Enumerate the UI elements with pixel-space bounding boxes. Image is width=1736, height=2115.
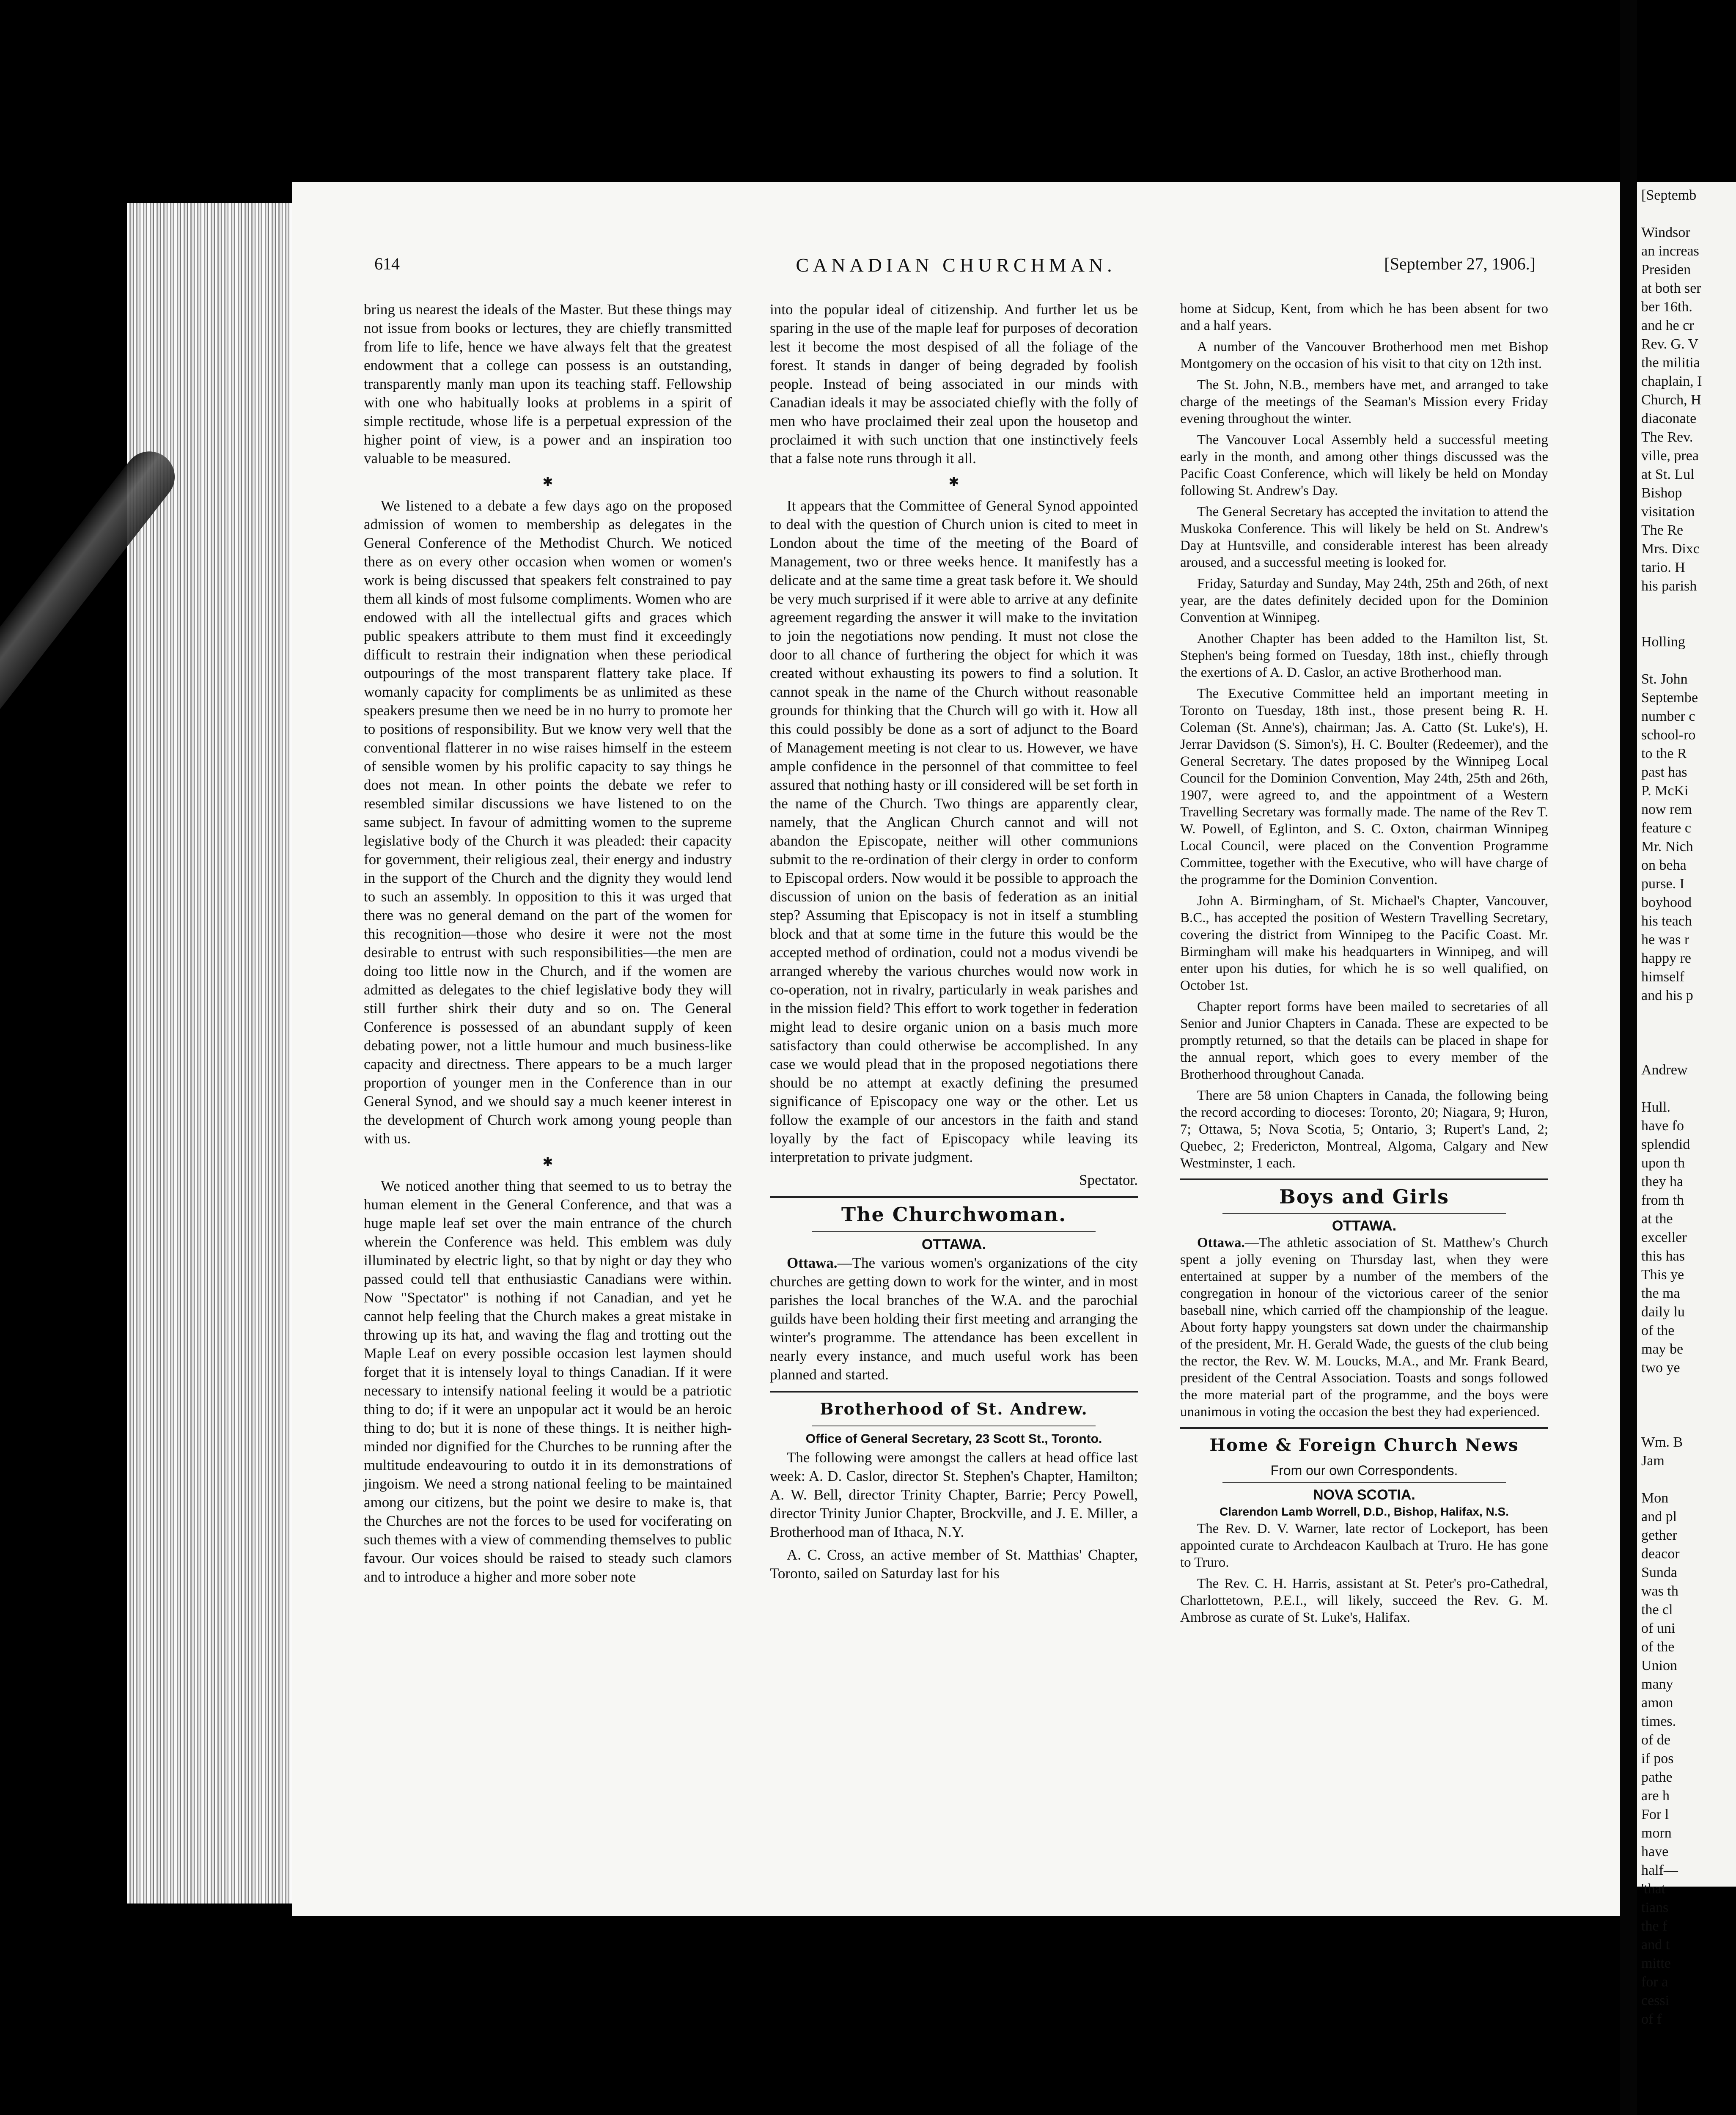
churchwoman-heading: The Churchwoman. [841,1203,1067,1226]
column-3 [1180,300,1548,1630]
paragraph: There are 58 union Chapters in Canada, the following being the record according to dioceses: Toronto, 20; Niagara, 9; Huron, 7; Ottawa, 5; Nova Scotia, 5; Ontario, 3; Rupert's Land, 2; Quebec, 2; Fredericton, Montreal, Algoma, Calgary and New Westminster, 1 each. [1180,1088,1548,1171]
rule [1222,1213,1506,1214]
paragraph: into the popular ideal of citizenship. And further let us be sparing in the use of the maple leaf for purposes of decoration lest it become the most despised of all the foliage of the forest. It stands in danger of being degraded by foolish people. Instead of being associated in our minds with Canadian ideals it may be associated chiefly with the folly of men who have proclaimed their zeal upon the housetop and proclaimed it with such unction that one instinctively feels that a false note runs through it all. [770,301,1138,467]
churchwoman-place: OTTAWA. [921,1236,986,1253]
paragraph: The St. John, N.B., members have met, and arranged to take charge of the meetings of the Seaman's Mission every Friday evening throughout the winter. [1180,377,1548,426]
section-ornament: ✱ [948,475,959,489]
page-gutter [1620,0,1637,2115]
paragraph: The Rev. D. V. Warner, late rector of Lockeport, has been appointed curate to Archdeacon Kaulbach at Truro. He has gone to Truro. [1180,1521,1548,1570]
paragraph: home at Sidcup, Kent, from which he has been absent for two and a half years. [1180,301,1548,333]
masthead-title: CANADIAN CHURCHMAN. [796,254,1116,276]
lead-word: Ottawa. [787,1255,838,1271]
paragraph: John A. Birmingham, of St. Michael's Chapter, Vancouver, B.C., has accepted the position of Western Travelling Secretary, covering the district from Winnipeg to the Pacific Coast. Mr. Birmingham will make his headquarters in Winnipeg, and will enter upon his duties, for which he is so well qualified, on October 1st. [1180,893,1548,993]
issue-date: [September 27, 1906.] [1384,254,1535,273]
section-ornament: ✱ [542,475,553,489]
lead-word: Ottawa. [1197,1235,1245,1250]
paragraph [1180,1234,1548,1420]
rule [1222,1482,1506,1483]
region-heading: NOVA SCOTIA. [1313,1487,1415,1503]
paragraph: Chapter report forms have been mailed to secretaries of all Senior and Junior Chapters in Canada. These are expected to be promptly returned, so that the details can be placed in shape for the annual report, which goes to every member of the Brotherhood throughout Canada. [1180,999,1548,1082]
paragraph: The Rev. C. H. Harris, assistant at St. Peter's pro-Cathedral, Charlottetown, P.E.I., will likely, succeed the Rev. G. M. Ambrose as curate of St. Luke's, Halifax. [1180,1576,1548,1625]
adjacent-page [1637,182,1736,2027]
column-1 [364,300,732,1590]
paragraph: bring us nearest the ideals of the Master. But these things may not issue from books or lectures, they are chiefly transmitted from life to life, hence we have always felt that the greatest endowment that a college can possess is an outstanding, transparently manly man upon its teaching staff. Fellowship with one who habitually looks at problems in a spirit of simple rectitude, whose life is a perpetual expression of the higher point of view, is a power and an inspiration too valuable to be measured. [364,301,732,467]
newspaper-page [292,182,1620,1916]
home-foreign-heading: Home & Foreign Church News [1209,1435,1519,1455]
paragraph: A number of the Vancouver Brotherhood men met Bishop Montgomery on the occasion of his visit to that city on 12th inst. [1180,339,1548,371]
page-number: 614 [374,254,400,273]
paragraph: A. C. Cross, an active member of St. Matthias' Chapter, Toronto, sailed on Saturday last for his [770,1546,1138,1582]
home-subtitle: From our own Correspondents. [1270,1463,1458,1478]
rule [1180,1178,1548,1180]
paragraph: The following were amongst the callers at head office last week: A. D. Caslor, director St. Stephen's Chapter, Hamilton; A. W. Bell, director Trinity Chapter, Barrie; Percy Powell, director Trinity Junior Chapter, Brockville, and J. E. Miller, a Brotherhood man of Ithaca, N.Y. [770,1449,1138,1540]
section-ornament: ✱ [542,1155,553,1169]
adjacent-page-text: [Septemb Windsor an increas Presiden at both ser ber 16th. and he cr Rev. G. V the militia chaplain, I Church, H diaconate The Rev. ville, prea at St. Lul Bishop visitation The Re Mrs. Dixc tario. H his parish Holling St. John Septembe number c school-ro to the R past has P. McKi now rem feature c Mr. Nich on beha purse. I boyhood his teach he was r happy re himself and his p Andrew Hull. have fo splendid upon th they ha from th at the exceller this has This ye the ma daily lu of the may be two ye Wm. B Jam Mon and pl gether deacor Sunda was th the cl of uni of the Union many amon times. of de if pos pathe are h For l morn have half— 'that tians the f and t mitte for a cessi of f [1641,187,1702,2027]
paragraph [770,1254,1138,1384]
brotherhood-heading: Brotherhood of St. Andrew. [820,1399,1088,1418]
rule [1180,1427,1548,1429]
paragraph: It appears that the Committee of General Synod appointed to deal with the question of Church union is cited to meet in London about the time of the meeting of the Board of Management, two or three weeks hence. It manifestly has a delicate and at the same time a great task before it. We should be very much surprised if it were able to arrive at any definite agreement regarding the answer it will make to the invitation to join the negotiations now pending. It must not close the door to all chance of furthering the object for which it was created without exhausting its powers to find a solution. It cannot speak in the name of the Church without reasonable grounds for thinking that the Church will go with it. How all this could possibly be done as a sort of adjunct to the Board of Management meeting is not clear to us. However, we have ample confidence in the personnel of that committee to feel assured that nothing hasty or ill considered will be set forth in the name of the Church. Two things are apparently clear, namely, that the Anglican Church cannot and will not abandon the Episcopate, neither will other communions submit to the re-ordination of their clergy in order to conform to Episcopal orders. Now would it be possible to approach the discussion of union on the basis of federation as an initial step? Assuming that Episcopacy is not in itself a stumbling block and that at some time in the future this would be the accepted method of ordination, could not a modus vivendi be arranged whereby the various churches would now work in co-operation, not in rivalry, particularly in weak parishes and in the mission field? This effort to work together in federation might lead to desire organic union on a basis much more satisfactory than could otherwise be accomplished. In any case we would plead that in the proposed negotiations there should be no attempt at exactly defining the presumed significance of Episcopacy one way or the other. Let us follow the example of our ancestors in the faith and stand loyally by the fact of Episcopacy while leaving its interpretation to private judgment. [770,497,1138,1165]
paragraph: We listened to a debate a few days ago on the proposed admission of women to membership as delegates in the General Conference of the Methodist Church. We noticed there as on every other occasion when women or women's work is being discussed that speakers felt constrained to pay them all kinds of most fulsome compliments. Women who are endowed with all the intellectual gifts and graces which public speakers attribute to them must find it exceedingly difficult to restrain their indignation when these periodical outpourings of the most transparent flattery take place. If womanly capacity for compliments be as unlimited as these speakers presume then we need be in no hurry to promote her to positions of responsibility. But we know very well that the conventional flatterer in no wise raises himself in the esteem of sensible women by his prolific capacity to say things he does not mean. In other points the debate we refer to resembled similar discussions we have listened to on the same subject. In favour of admitting women to the supreme legislative body of the Church it was pleaded: their capacity for government, their religious zeal, their energy and industry in the support of the Church and the dignity they would lend to such an assembly. In opposition to this it was urged that there was no general demand on the part of the women for this recognition—those who desire it were not the most desirable to entrust with such responsibilities—the men are doing too little now in the Church, and if the women are admitted as delegates to the chief legislative body they will still further shirk their duty and so on. The General Conference is possessed of an abundant supply of keen debating power, not a little humour and much business-like capacity and directness. There appears to be a much larger proportion of younger men in the Conference than in our General Synod, and we should say a much keener interest in the development of Church work among young people than with us. [364,497,732,1147]
rule [812,1231,1096,1232]
paragraph: Friday, Saturday and Sunday, May 24th, 25th and 26th, of next year, are the dates definitely decided upon for the Dominion Convention at Winnipeg. [1180,576,1548,625]
column-2 [770,300,1138,1587]
paragraph: The Executive Committee held an important meeting in Toronto on Tuesday, 18th inst., those present being R. H. Coleman (St. Anne's), chairman; Jas. A. Catto (St. Luke's), H. Jerrar Davidson (S. Simon's), H. C. Boulter (Redeemer), and the General Secretary. The dates proposed by the Winnipeg Local Council for the Dominion Convention, May 24th, 25th and 26th, 1907, were agreed to, and the appointment of a Western Travelling Secretary was formally made. The name of the Rev T. W. Powell, of Eglinton, and S. C. Oxton, chairman Winnipeg Local Council, were placed on the Convention Programme Committee, together with the Executive, who will have charge of the programme for the Dominion Convention. [1180,686,1548,887]
boys-place: OTTAWA. [1332,1218,1397,1234]
paragraph: The General Secretary has accepted the invitation to attend the Muskoka Conference. This will likely be held on St. Andrew's Day at Huntsville, and considerable interest has been already aroused, and a successful meeting is looked for. [1180,504,1548,570]
paragraph: Another Chapter has been added to the Hamilton list, St. Stephen's being formed on Tuesday, 18th inst., chiefly through the exertions of A. D. Caslor, an active Brotherhood man. [1180,631,1548,680]
page-header [292,254,1620,288]
signature: Spectator. [1079,1172,1138,1188]
bishop-line: Clarendon Lamb Worrell, D.D., Bishop, Halifax, N.S. [1219,1505,1509,1518]
paragraph-text: —The athletic association of St. Matthew's Church spent a jolly evening on Thursday last, when they were entertained at supper by a number of the members of the congregation in honour of the victorious career of the senior baseball nine, which carried off the championship of the league. About forty happy youngsters sat down under the chairmanship of the president, Mr. H. Gerald Wade, the guests of the club being the rector, the Rev. W. M. Loucks, M.A., and Mr. Frank Beard, president of the Central Association. Toasts and songs followed the more material part of the programme, and the boys were unanimous in voting the occasion the best they had experienced. [1180,1235,1548,1420]
paragraph: We noticed another thing that seemed to us to betray the human element in the General Conference, and that was a huge maple leaf set over the main entrance of the church wherein the Conference was held. This emblem was duly illuminated by electric light, so that by night or day they who passed could tell that enthusiastic Canadians were within. Now "Spectator" is nothing if not Canadian, and yet he cannot help feeling that the Church makes a great mistake in throwing up its hat, and waving the flag and trotting out the Maple Leaf on every possible occasion lest laymen should forget that it is intensely loyal to things Canadian. If it were necessary to intensify national feeling it would be a patriotic thing to do; if it were an unpopular act it would be an heroic thing to do; but it is none of these things. It is neither high-minded nor dignified for the Churches to be running after the multitude endeavouring to outdo it in its demonstrations of jingoism. We need a strong national feeling to be maintained among our citizens, but the point we desire to make is, that the Churches are not the forces to be used for vociferating on such themes with a view of commending themselves to public favour. Our voices should be raised to steady such clamors and to introduce a higher and more sober note [364,1178,732,1585]
paragraph: The Vancouver Local Assembly held a successful meeting early in the month, and among other things discussed was the Pacific Coast Conference, which will likely be held on Monday following St. Andrew's Day. [1180,432,1548,498]
paragraph-text: —The various women's organizations of the city churches are getting down to work for the winter, and in most parishes the local branches of the W.A. and the parochial guilds have been holding their first meeting and arranging the winter's programme. The attendance has been excellent in nearly every instance, and much useful work has been planned and started. [770,1255,1138,1383]
rule [770,1391,1138,1393]
boys-girls-heading: Boys and Girls [1279,1185,1449,1208]
rule [770,1196,1138,1198]
brotherhood-office: Office of General Secretary, 23 Scott St., Toronto. [805,1432,1102,1446]
